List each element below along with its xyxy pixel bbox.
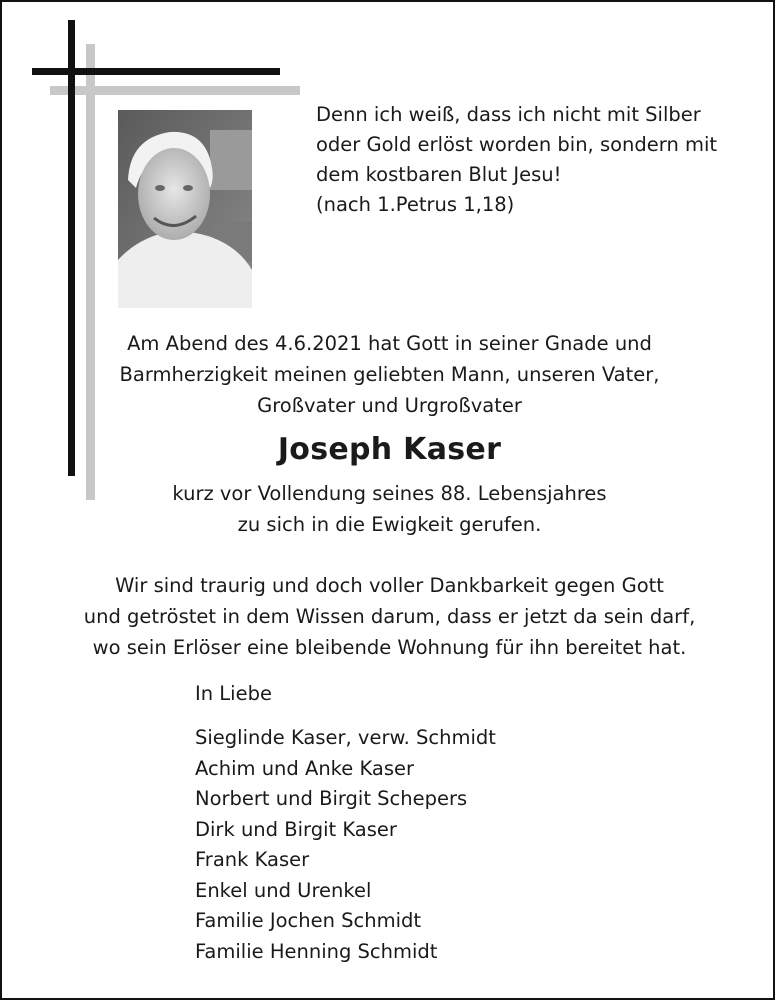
list-item: Familie Henning Schmidt (195, 939, 438, 963)
announcement-line: Am Abend des 4.6.2021 hat Gott in seiner Gnade und (127, 332, 652, 355)
death-announcement (2, 328, 775, 421)
list-item: Frank Kaser (195, 848, 310, 871)
deceased-name: Joseph Kaser (277, 432, 502, 467)
announcement-line: Großvater und Urgroßvater (257, 394, 522, 417)
bible-verse (316, 100, 756, 220)
age-line: kurz vor Vollendung seines 88. Lebensjahres (172, 482, 607, 505)
cross-horizontal-bar (32, 68, 280, 75)
cross-shadow-horizontal (50, 86, 300, 95)
age-statement (2, 478, 775, 540)
verse-line: dem kostbaren Blut Jesu! (316, 163, 562, 186)
list-item: Enkel und Urenkel (195, 878, 372, 902)
verse-reference: (nach 1.Petrus 1,18) (316, 193, 515, 216)
portrait-illustration (118, 110, 252, 308)
list-item: Dirk und Birgit Kaser (195, 817, 397, 841)
list-item: Familie Jochen Schmidt (195, 909, 422, 932)
list-item: Sieglinde Kaser, verw. Schmidt (195, 726, 496, 749)
portrait-photo (118, 110, 252, 308)
verse-line: oder Gold erlöst worden bin, sondern mit (316, 133, 718, 156)
list-item: Achim und Anke Kaser (195, 756, 415, 780)
age-line: zu sich in die Ewigkeit gerufen. (237, 513, 542, 536)
verse-line: Denn ich weiß, dass ich nicht mit Silber (316, 103, 701, 126)
mourners-list (195, 723, 496, 967)
announcement-line: Barmherzigkeit meinen geliebten Mann, unseren Vater, (119, 363, 660, 386)
gratitude-line: wo sein Erlöser eine bleibende Wohnung für ihn bereitet hat. (92, 636, 687, 659)
closing-phrase: In Liebe (195, 682, 272, 705)
gratitude-statement (2, 570, 775, 663)
gratitude-line: Wir sind traurig und doch voller Dankbarkeit gegen Gott (115, 574, 664, 597)
gratitude-line: und getröstet in dem Wissen darum, dass er jetzt da sein darf, (83, 605, 696, 628)
list-item: Norbert und Birgit Schepers (195, 787, 468, 810)
